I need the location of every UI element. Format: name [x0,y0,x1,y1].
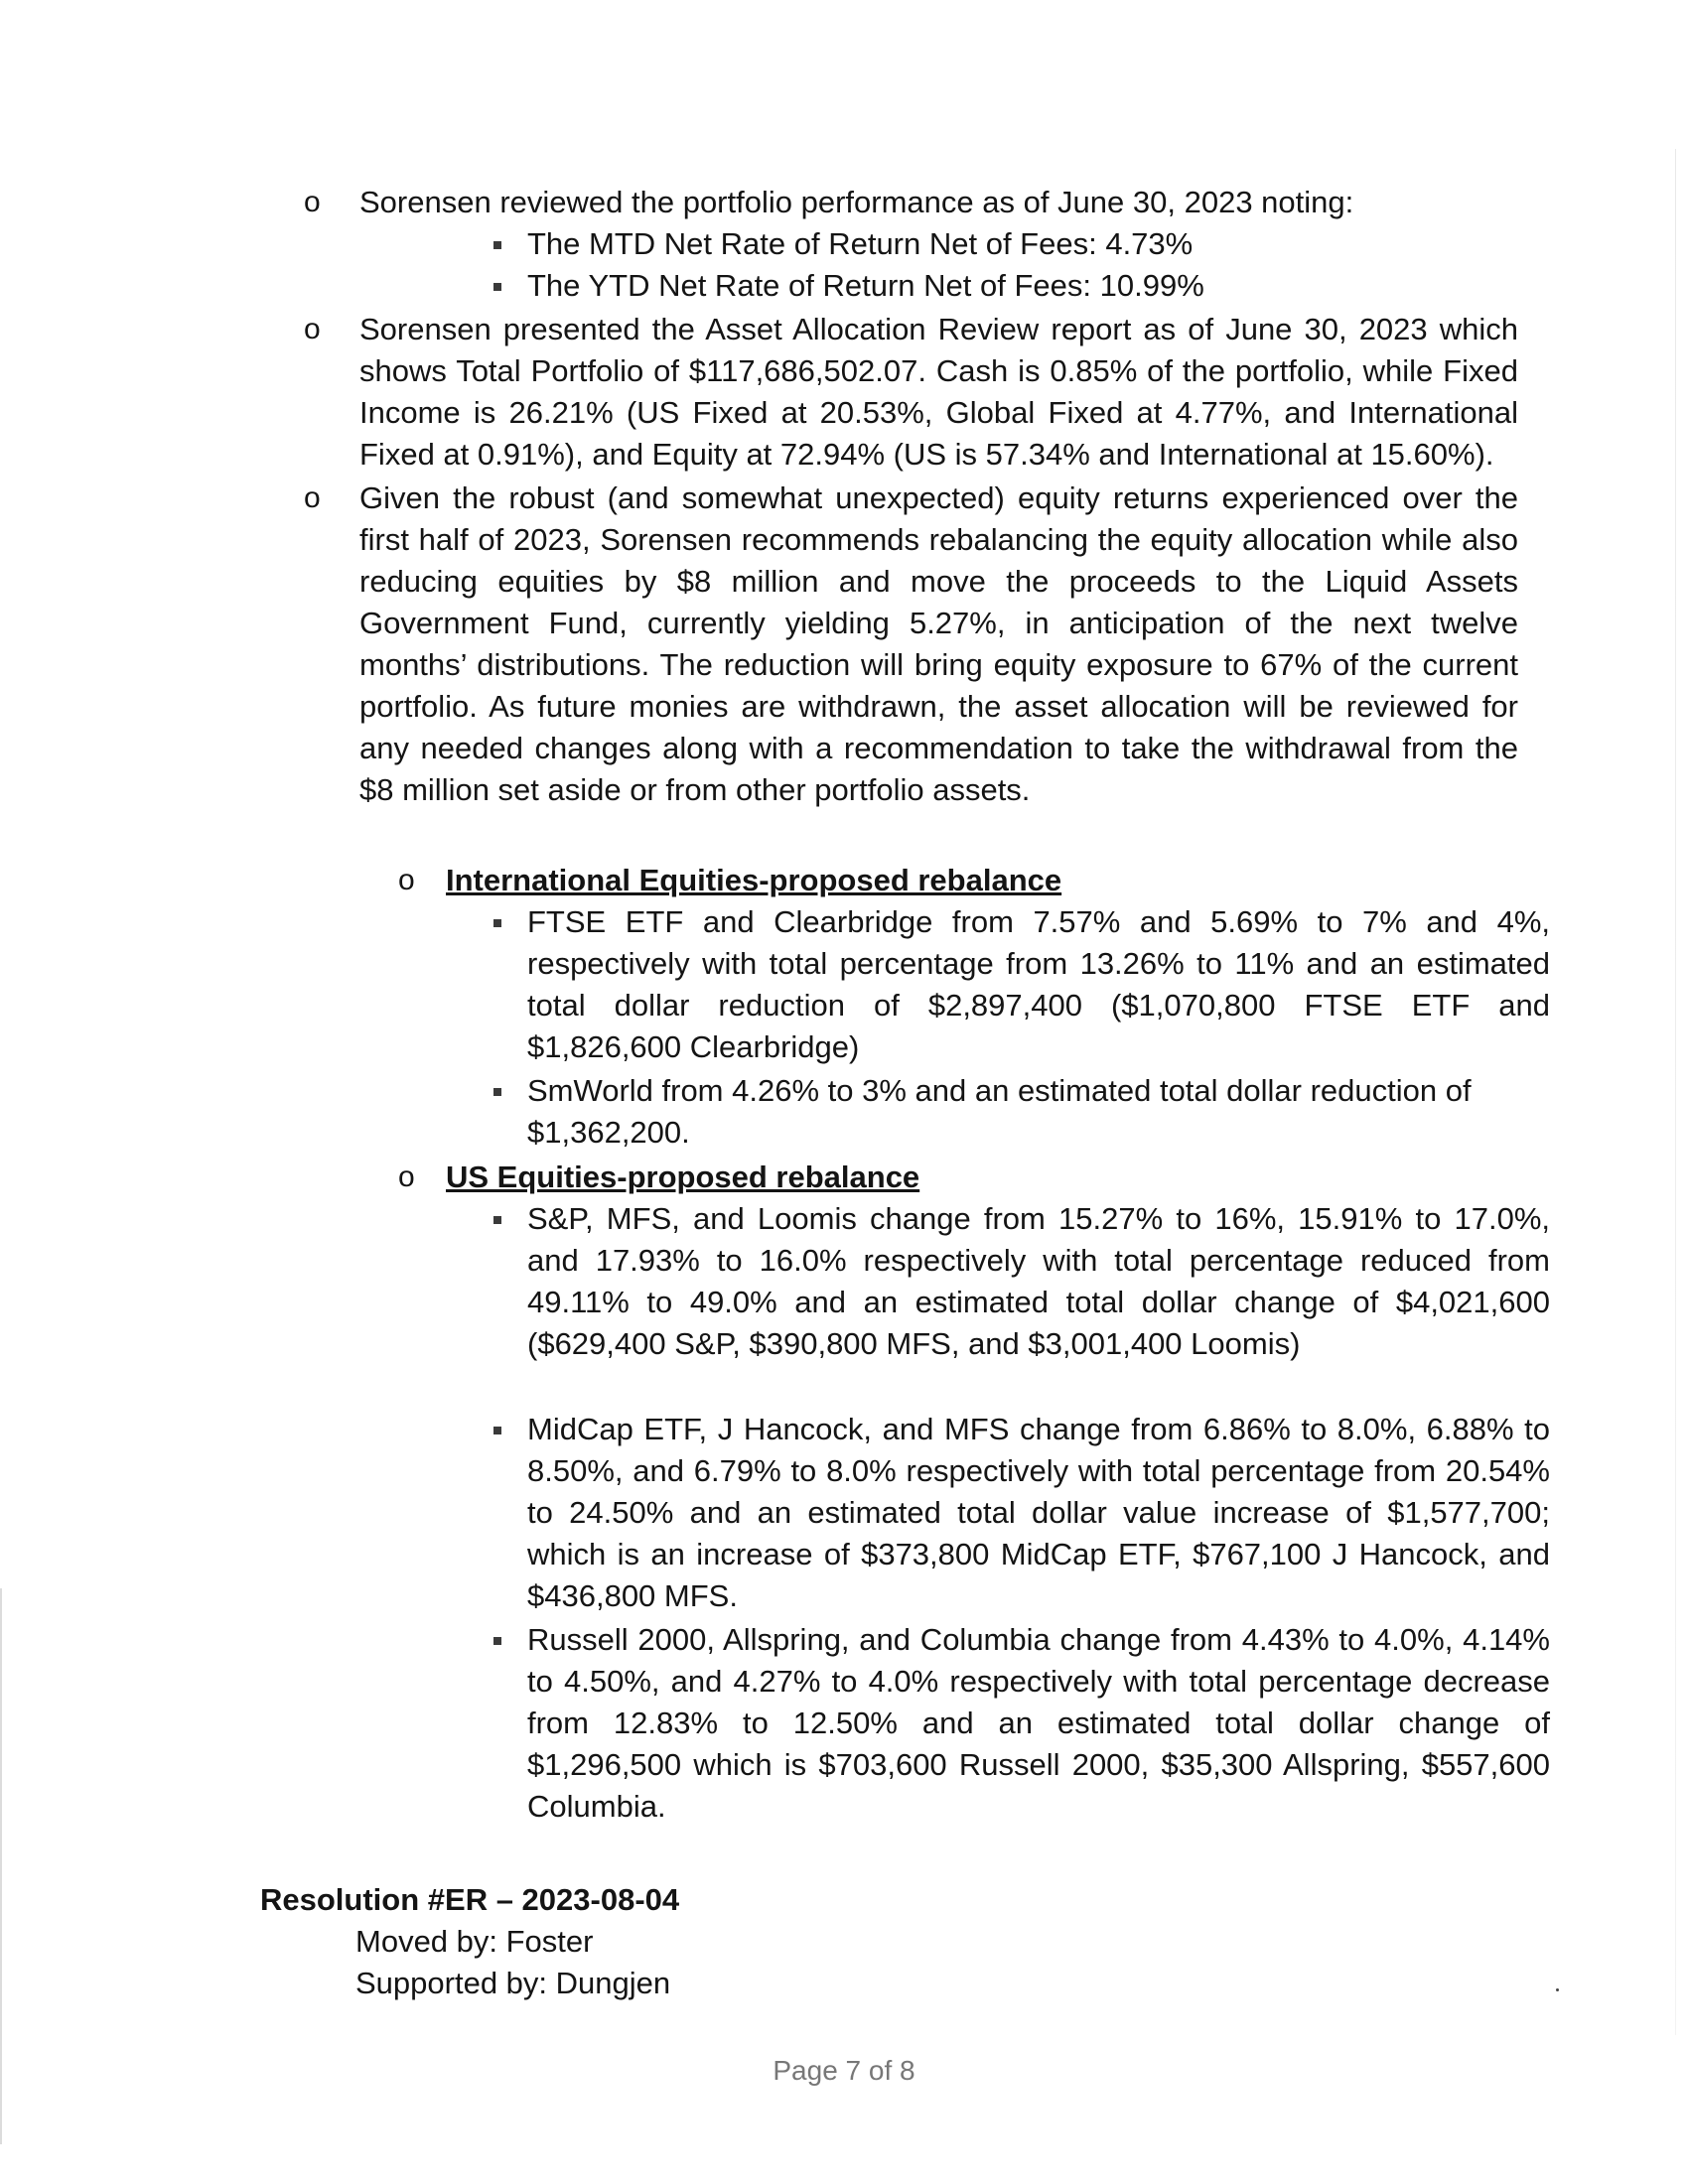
item-text: FTSE ETF and Clearbridge from 7.57% and 5.69% to 7% and 4%, respectively with total percentage from 13.26% to 11% and an estimated total dollar reduction of $2,897,400 ($1,070,800 FTSE ETF and $1,826,600 Clearbridge) [527,904,1550,1064]
item-text: Russell 2000, Allspring, and Columbia change from 4.43% to 4.0%, 4.14% to 4.50%, and 4.27% to 4.0% respectively with total percentage decrease from 12.83% to 12.50% and an estimated total dollar change of $1,296,500 which is $703,600 Russell 2000, $35,300 Allspring, $557,600 Columbia. [527,1622,1550,1824]
moved-by: Moved by: Foster [355,1924,594,1959]
list-item [304,309,1518,476]
item-text: Sorensen reviewed the portfolio performance as of June 30, 2023 noting: [359,185,1354,219]
list-item [492,1070,1550,1154]
list-item [304,182,1518,223]
supported-by: Supported by: Dungjen [355,1966,671,2000]
list-item [492,1409,1550,1617]
item-text: S&P, MFS, and Loomis change from 15.27% to 16%, 15.91% to 17.0%, and 17.93% to 16.0% respectively with total percentage reduced from 49.11% to 49.0% and an estimated total dollar change of $4,021,600 ($629,400 S&P, $390,800 MFS, and $3,001,400 Loomis) [527,1201,1550,1361]
resolution-title: Resolution #ER – 2023-08-04 [260,1882,680,1917]
square-bullet-icon [493,1088,501,1096]
square-bullet-icon [493,241,501,249]
square-bullet-icon [493,1216,501,1224]
circle-bullet-icon: o [398,1160,415,1193]
circle-bullet-icon: o [304,481,321,514]
circle-bullet-icon: o [304,313,321,345]
item-text: MidCap ETF, J Hancock, and MFS change from 6.86% to 8.0%, 6.88% to 8.50%, and 6.79% to 8.0% respectively with total percentage from 20.54% to 24.50% and an estimated total dollar value increase of $1,577,700; which is an increase of $373,800 MidCap ETF, $767,100 J Hancock, and $436,800 MFS. [527,1412,1550,1613]
section-heading-international [398,860,1061,901]
square-bullet-icon [493,919,501,927]
square-bullet-icon [493,1427,501,1434]
circle-bullet-icon: o [304,186,321,218]
item-text: SmWorld from 4.26% to 3% and an estimated total dollar reduction of $1,362,200. [527,1073,1472,1150]
list-item [492,901,1550,1068]
item-text: The YTD Net Rate of Return Net of Fees: 10.99% [527,268,1204,303]
circle-bullet-icon: o [398,864,415,896]
list-item [492,1198,1550,1365]
list-item [492,223,1550,265]
item-text: Given the robust (and somewhat unexpected) equity returns experienced over the first half of 2023, Sorensen recommends rebalancing the equity allocation while also reducing equities by $8 million and move the proceeds to the Liquid Assets Government Fund, currently yielding 5.27%, in anticipation of the next twelve months’ distributions. The reduction will bring equity exposure to 67% of the current portfolio. As future monies are withdrawn, the asset allocation will be reviewed for any needed changes along with a recommendation to take the withdrawal from the $8 million set aside or from other portfolio assets. [359,480,1518,807]
square-bullet-icon [493,283,501,291]
list-item [304,478,1518,811]
list-item [492,1619,1550,1828]
list-item [492,265,1550,307]
page-number: Page 7 of 8 [773,2055,915,2086]
section-heading-us [398,1157,919,1198]
heading-text: International Equities-proposed rebalance [446,863,1062,897]
scan-edge-right [1675,149,1676,2035]
heading-text: US Equities-proposed rebalance [446,1160,920,1194]
scan-speck [1556,1988,1559,1991]
item-text: Sorensen presented the Asset Allocation Review report as of June 30, 2023 which shows Total Portfolio of $117,686,502.07. Cash is 0.85% of the portfolio, while Fixed Income is 26.21% (US Fixed at 20.53%, Global Fixed at 4.77%, and International Fixed at 0.91%), and Equity at 72.94% (US is 57.34% and International at 15.60%). [359,312,1518,472]
item-text: The MTD Net Rate of Return Net of Fees: 4.73% [527,226,1194,261]
square-bullet-icon [493,1637,501,1645]
